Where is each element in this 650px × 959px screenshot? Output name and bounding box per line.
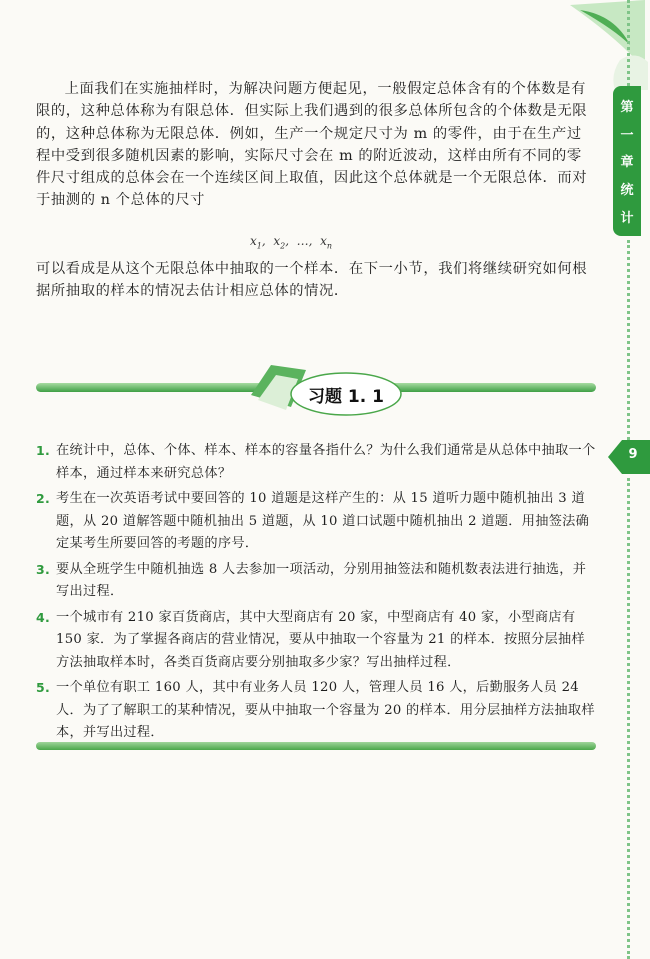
- exercise-number: 2.: [36, 491, 51, 506]
- exercise-text: 考生在一次英语考试中要回答的 10 道题是这样产生的：从 15 道听力题中随机抽出 3 道题，从 20 道解答题中随机抽出 5 道题，从 10 道口试题中随机抽出 2 道题．用抽签法确定某考生所要回答的考题的序号．: [56, 491, 590, 551]
- exercise-item: [36, 677, 596, 745]
- chapter-tab: [613, 86, 641, 236]
- exercise-text: 在统计中，总体、个体、样本、样本的容量各指什么？为什么我们通常是从总体中抽取一个样本，通过样本来研究总体？: [56, 443, 596, 481]
- side-dotted-line: [627, 478, 630, 959]
- exercise-title: 习题 1. 1: [308, 387, 384, 407]
- exercise-number: 3.: [36, 561, 51, 577]
- exercise-item: [36, 488, 596, 556]
- sample-formula: $x_1$, $x_2$, …, $x_n$: [250, 234, 333, 251]
- exercise-text: 一个单位有职工 160 人，其中有业务人员 120 人，管理人员 16 人，后勤服务人员 24 人．为了了解职工的某种情况，要从中抽取一个容量为 20 的样本．用分层抽样方法抽取样本，并写出过程．: [56, 680, 595, 740]
- exercise-number: 5.: [36, 680, 51, 695]
- side-dotted-line: [627, 0, 630, 86]
- chapter-tab-char: 章: [620, 155, 634, 171]
- exercise-text: 一个城市有 210 家百货商店，其中大型商店有 20 家，中型商店有 40 家，小型商店有 150 家．为了掌握各商店的营业情况，要从中抽取一个容量为 21 的样本．按照分层抽样方法抽取样本时，各类百货商店要分别抽取多少家？写出抽样过程．: [56, 609, 585, 670]
- exercise-number: 4.: [36, 609, 51, 625]
- body-paragraph: 上面我们在实施抽样时，为解决问题方便起见，一般假定总体含有的个体数是有限的，这种总体称为有限总体．但实际上我们遇到的很多总体所包含的个体数是无限的，这种总体称为无限总体．例如，生产一个规定尺寸为 m 的零件，由于在生产过程中受到很多随机因素的影响，实际尺寸会在 m 的附近波动，这样由所有不同的零件尺寸组成的总体会在一个连续区间上取值，因此这个总体就是一个无限总体．而对于抽测的 n 个总体的尺寸: [36, 81, 588, 209]
- chapter-tab-char: 计: [620, 210, 634, 226]
- body-paragraph: 可以看成是从这个无限总体中抽取的一个样本．在下一小节，我们将继续研究如何根据所抽取的样本的情况去估计相应总体的情况．: [36, 261, 588, 300]
- chapter-tab-char: 一: [620, 127, 634, 143]
- chapter-tab-char: 统: [620, 183, 634, 199]
- side-dotted-line: [627, 240, 630, 440]
- exercise-list: [36, 440, 596, 748]
- exercise-item: [36, 607, 596, 675]
- corner-decoration: [560, 0, 650, 90]
- page-number: 9: [628, 447, 638, 462]
- exercise-item: [36, 559, 596, 604]
- exercise-bottom-bar: [36, 742, 596, 750]
- exercise-text: 要从全班学生中随机抽选 8 人去参加一项活动，分别用抽签法和随机数表法进行抽选，并写出过程．: [56, 561, 587, 599]
- exercise-number: 1.: [36, 443, 51, 458]
- chapter-tab-char: 第: [620, 100, 634, 116]
- exercise-item: [36, 440, 596, 485]
